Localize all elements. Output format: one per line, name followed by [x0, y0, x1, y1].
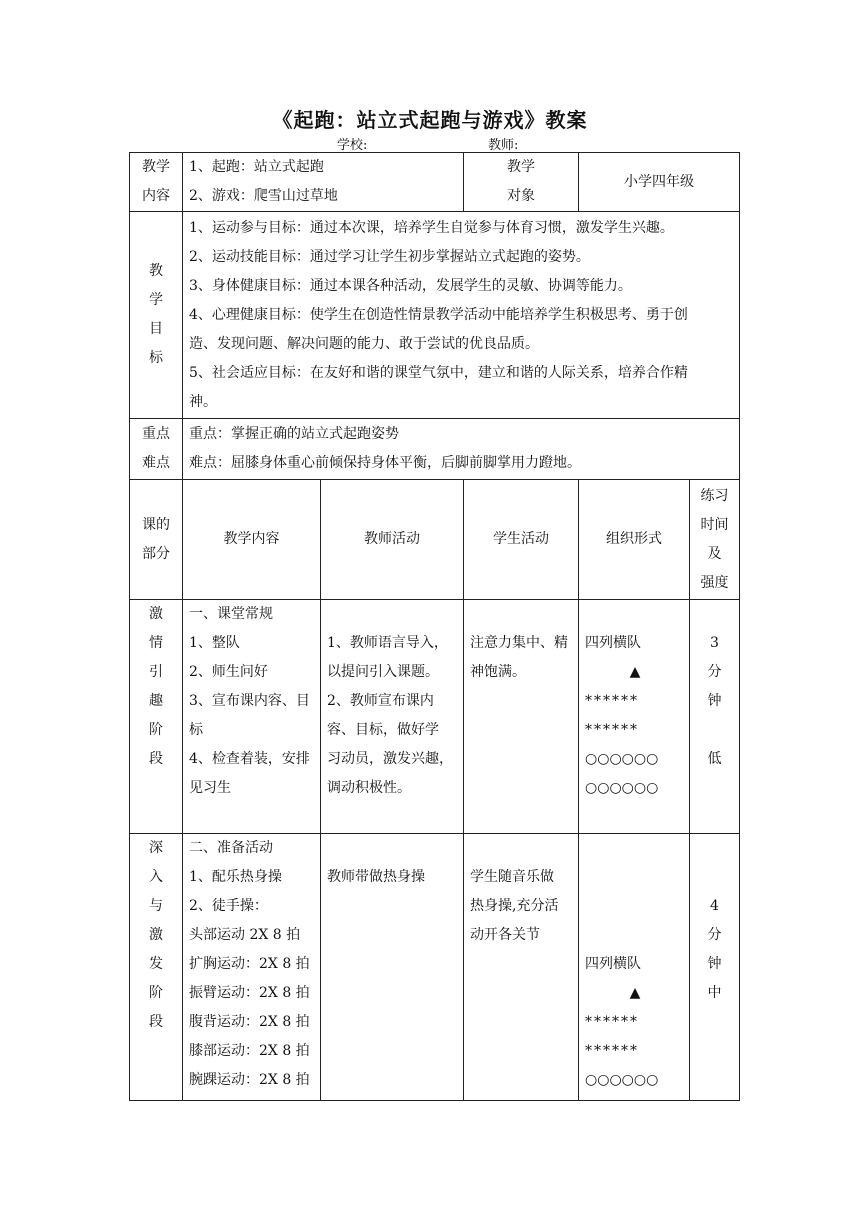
- section-label-line: 趣: [149, 693, 163, 709]
- content-line: 标: [189, 722, 203, 738]
- student-line: 注意力集中、精: [470, 635, 569, 651]
- content-line: 4、检查着装，安排: [189, 751, 310, 767]
- content-item: 2、游戏：爬雪山过草地: [189, 188, 338, 204]
- teacher-line: 容、目标，做好学: [327, 722, 439, 738]
- formation-row: ○○○○○○: [585, 780, 659, 796]
- content-line: 1、整队: [189, 635, 240, 651]
- section-label-line: 段: [149, 1014, 163, 1030]
- target-label-line: 对象: [507, 188, 536, 204]
- student-line: 神饱满。: [470, 664, 527, 680]
- time-line: 分: [707, 664, 722, 680]
- section-label-line: 与: [149, 898, 163, 914]
- keypoints-label-line: 难点: [142, 455, 170, 471]
- keypoints-row: [130, 419, 740, 480]
- header-time-cell: [690, 480, 740, 600]
- content-label-line: 教学: [142, 159, 170, 175]
- content-row: [130, 153, 740, 212]
- content-line: 一、课堂常规: [189, 606, 273, 622]
- section-label-line: 入: [149, 869, 163, 885]
- teacher-line: 以提问引入课题。: [327, 664, 439, 680]
- teacher-line: 调动积极性。: [327, 780, 411, 796]
- keypoint-line: 难点：屈膝身体重心前倾保持身体平衡，后脚前脚掌用力蹬地。: [189, 455, 581, 471]
- section-row-warmup-intro: [130, 600, 740, 834]
- org-line: [585, 600, 685, 629]
- teacher-line: 2、教师宣布课内: [327, 693, 434, 709]
- section-student-cell: [464, 600, 579, 834]
- section-label-line: 阶: [149, 722, 163, 738]
- content-line: 见习生: [189, 780, 231, 796]
- teacher-label: 教师:: [488, 138, 519, 153]
- keypoints-text-cell: [183, 419, 740, 480]
- section-label-line: 发: [149, 956, 163, 972]
- section-org-cell: [579, 834, 690, 1101]
- formation-teacher-marker: ▲: [629, 664, 641, 680]
- goal-line: 3、身体健康目标：通过本课各种活动，发展学生的灵敏、协调等能力。: [189, 277, 632, 294]
- content-line: 扩胸运动：2X 8 拍: [189, 956, 310, 972]
- school-label: 学校:: [337, 138, 368, 153]
- header-time-line: 及: [707, 545, 722, 562]
- section-time-cell: [690, 834, 740, 1101]
- target-label-cell: [464, 153, 579, 212]
- section-label-line: 深: [149, 840, 163, 856]
- content-line: 振臂运动：2X 8 拍: [189, 985, 310, 1001]
- goal-line: 1、运动参与目标：通过本次课，培养学生自觉参与体育习惯，激发学生兴趣。: [189, 219, 674, 236]
- header-time-line: 练习: [700, 487, 729, 504]
- content-item: 1、起跑：站立式起跑: [189, 159, 324, 175]
- section-label-line: 情: [149, 635, 163, 651]
- time-line: [690, 716, 739, 745]
- target-label-line: 教学: [507, 159, 536, 175]
- header-content-cell: 教学内容: [183, 480, 321, 600]
- section-label-cell: [130, 600, 183, 834]
- teacher-line: 教师带做热身操: [327, 869, 425, 885]
- lesson-plan-table: [129, 152, 739, 1101]
- content-line: 二、准备活动: [189, 840, 273, 856]
- time-line: [690, 834, 739, 863]
- teacher-line: [327, 600, 459, 629]
- section-row-warmup-activity: [130, 834, 740, 1101]
- org-line: [585, 863, 685, 892]
- content-line: 头部运动 2X 8 拍: [189, 927, 301, 943]
- section-content-cell: [183, 834, 321, 1101]
- time-line: [690, 600, 739, 629]
- section-label-line: 激: [149, 606, 163, 622]
- content-line: 腕踝运动：2X 8 拍: [189, 1072, 310, 1088]
- section-label-line: 引: [149, 664, 163, 680]
- target-value-cell: 小学四年级: [579, 153, 740, 212]
- goal-line: 2、运动技能目标：通过学习让学生初步掌握站立式起跑的姿势。: [189, 248, 590, 265]
- page-title: 《起跑：站立式起跑与游戏》教案: [272, 108, 588, 132]
- section-label-line: 段: [149, 751, 163, 767]
- student-line: 学生随音乐做: [470, 869, 555, 885]
- section-label-cell: [130, 834, 183, 1101]
- goals-label-cell: [130, 212, 183, 419]
- section-label-line: 阶: [149, 985, 163, 1001]
- keypoints-label-cell: [130, 419, 183, 480]
- goals-label-line: 标: [149, 350, 163, 366]
- content-line: 3、宣布课内容、目: [189, 693, 310, 709]
- formation-teacher-marker: ▲: [629, 985, 641, 1001]
- keypoint-line: 重点：掌握正确的站立式起跑姿势: [189, 426, 399, 442]
- teacher-line: 1、教师语言导入，: [327, 635, 448, 651]
- time-line: 分: [707, 927, 722, 943]
- goal-line: 4、心理健康目标：使学生在创造性情景教学活动中能培养学生积极思考、勇于创: [189, 306, 688, 323]
- student-line: [470, 600, 574, 629]
- time-line: 中: [707, 985, 722, 1001]
- formation-row: ******: [585, 693, 640, 709]
- goals-label-line: 学: [149, 292, 163, 308]
- section-label-line: 激: [149, 927, 163, 943]
- content-line: 2、师生问好: [189, 664, 268, 680]
- org-line: [585, 892, 685, 921]
- goal-line: 造、发现问题、解决问题的能力、敢于尝试的优良品质。: [189, 335, 539, 352]
- header-student-cell: 学生活动: [464, 480, 579, 600]
- content-label-line: 内容: [142, 188, 170, 204]
- section-content-cell: [183, 600, 321, 834]
- goals-text-cell: [183, 212, 740, 419]
- section-time-cell: [690, 600, 740, 834]
- time-line: [690, 863, 739, 892]
- content-label-cell: [130, 153, 183, 212]
- time-line: 低: [707, 751, 722, 767]
- student-line: 动开各关节: [470, 927, 541, 943]
- goals-label-line: 教: [149, 263, 163, 279]
- header-part-line: 课的: [142, 516, 170, 533]
- header-teacher-cell: 教师活动: [321, 480, 464, 600]
- student-line: 热身操,充分活: [470, 898, 559, 914]
- goals-label-line: 目: [149, 321, 163, 337]
- header-time-line: 时间: [700, 516, 729, 533]
- header-part-cell: [130, 480, 183, 600]
- keypoints-label-line: 重点: [142, 426, 170, 442]
- org-line: 四列横队: [585, 956, 642, 972]
- column-header-row: [130, 480, 740, 600]
- org-line: [585, 921, 685, 950]
- formation-row: ******: [585, 1014, 640, 1030]
- time-line: 3: [710, 635, 719, 651]
- goal-line: 5、社会适应目标：在友好和谐的课堂气氛中，建立和谐的人际关系，培养合作精: [189, 364, 688, 381]
- content-line: 膝部运动：2X 8 拍: [189, 1043, 310, 1059]
- header-org-cell: 组织形式: [579, 480, 690, 600]
- content-line: 腹背运动：2X 8 拍: [189, 1014, 310, 1030]
- section-student-cell: [464, 834, 579, 1101]
- header-part-line: 部分: [142, 545, 170, 562]
- org-line: 四列横队: [585, 635, 642, 651]
- teacher-line: 习动员，激发兴趣，: [327, 751, 453, 767]
- content-line: 1、配乐热身操: [189, 869, 282, 885]
- formation-row: ******: [585, 722, 640, 738]
- header-time-line: 强度: [700, 574, 729, 591]
- time-line: 钟: [707, 956, 722, 972]
- formation-row: ○○○○○○: [585, 751, 659, 767]
- org-line: [585, 834, 685, 863]
- content-line: 2、徒手操：: [189, 898, 268, 914]
- formation-row: ******: [585, 1043, 640, 1059]
- goal-line: 神。: [189, 393, 217, 410]
- section-teacher-cell: [321, 834, 464, 1101]
- formation-row: ○○○○○○: [585, 1072, 659, 1088]
- section-org-cell: [579, 600, 690, 834]
- goals-row: [130, 212, 740, 419]
- teacher-line: [327, 834, 459, 863]
- time-line: 钟: [707, 693, 722, 709]
- time-line: 4: [710, 898, 719, 914]
- section-teacher-cell: [321, 600, 464, 834]
- student-line: [470, 834, 574, 863]
- content-items-cell: [183, 153, 464, 212]
